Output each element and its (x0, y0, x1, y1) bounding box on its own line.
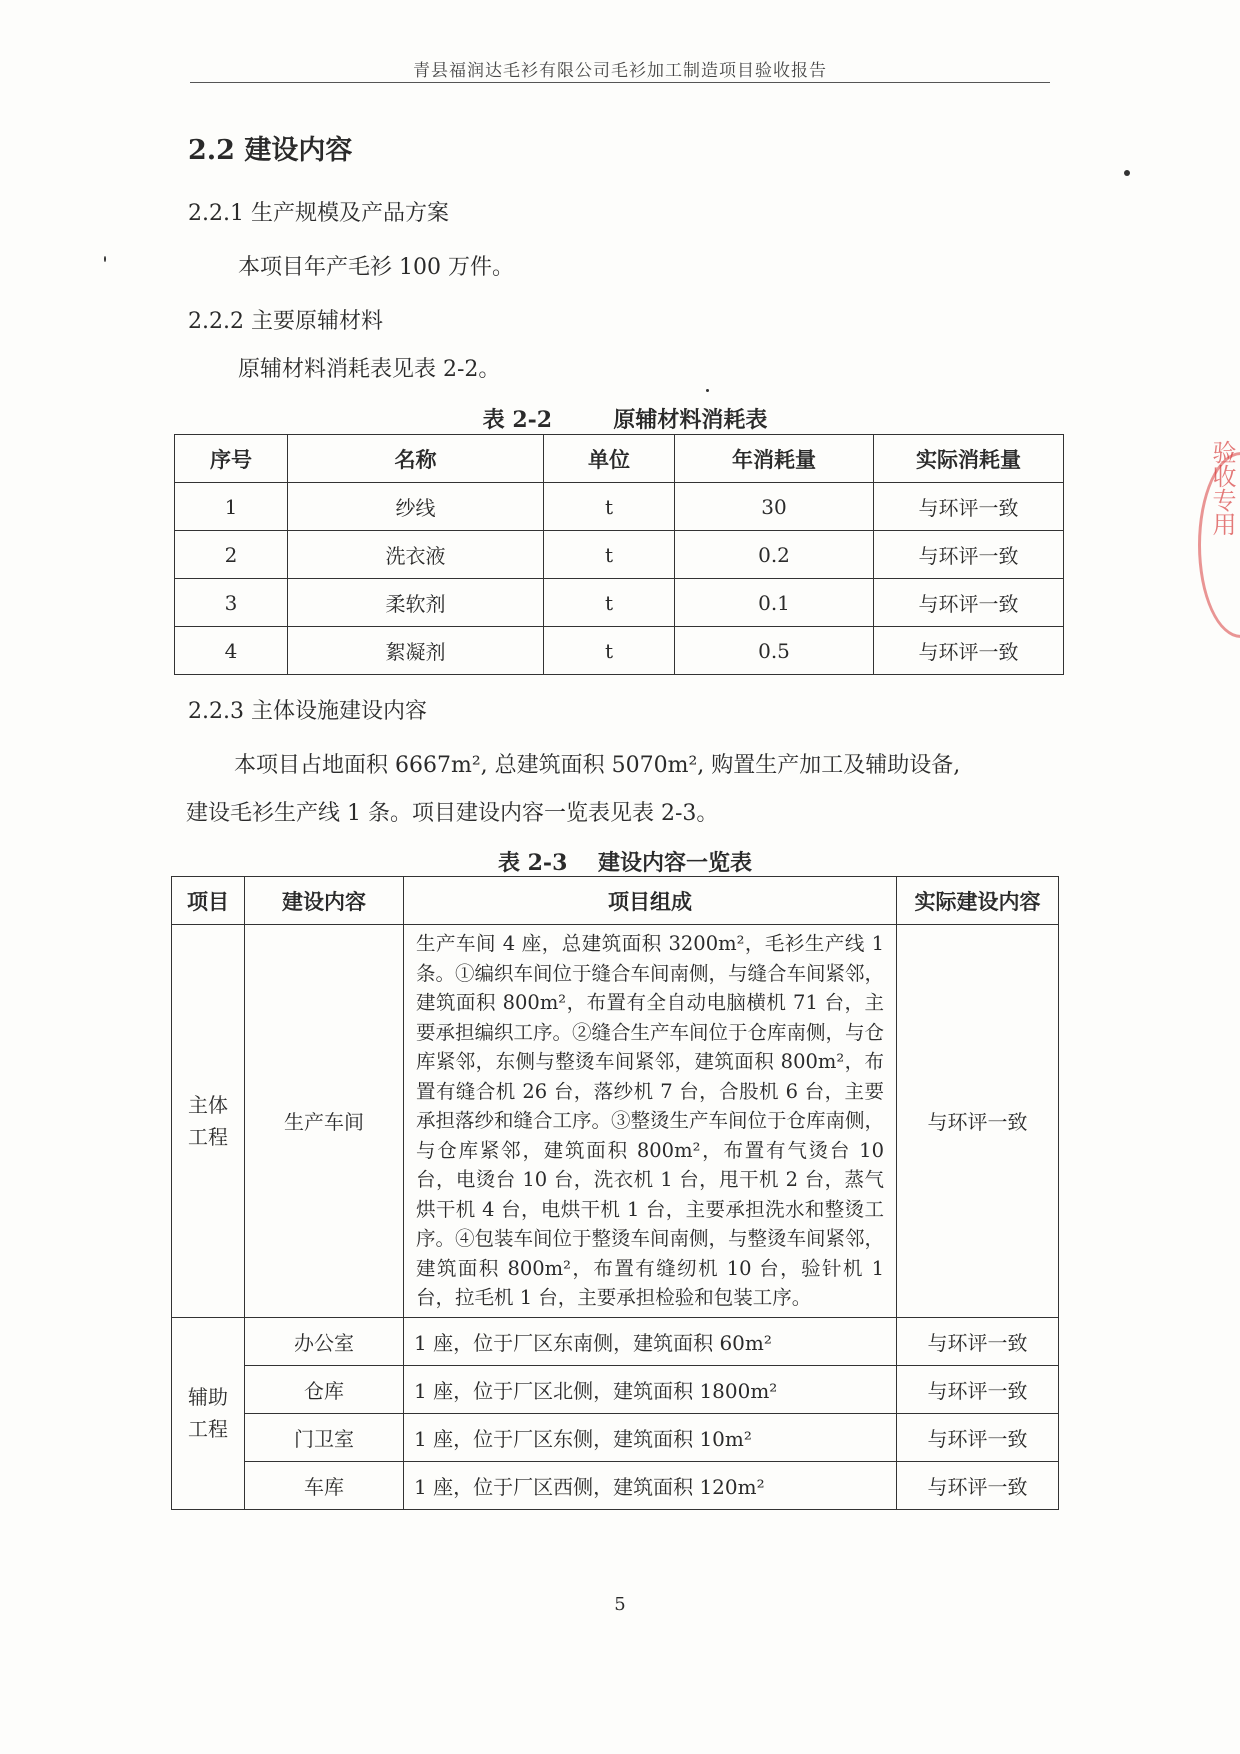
table-cell: 与环评一致 (874, 531, 1064, 579)
table-cell: 与环评一致 (874, 483, 1064, 531)
table-cell: 纱线 (288, 483, 544, 531)
table-cell: 1 座，位于厂区北侧，建筑面积 1800m² (404, 1365, 897, 1413)
scan-speck (706, 389, 709, 392)
table-cell: 1 座，位于厂区东侧，建筑面积 10m² (404, 1413, 897, 1461)
column-header: 项目组成 (404, 877, 897, 925)
table-cell: 仓库 (245, 1365, 404, 1413)
section-title: 2.2 建设内容 (188, 135, 353, 166)
paragraph-facilities-line1: 本项目占地面积 6667m², 总建筑面积 5070m², 购置生产加工及辅助设备, (234, 753, 961, 778)
column-header: 实际建设内容 (897, 877, 1059, 925)
table-row (175, 627, 1064, 675)
page-number: 5 (614, 1594, 626, 1615)
composition-cell: 生产车间 4 座，总建筑面积 3200m²，毛衫生产线 1 条。①编织车间位于缝合车间南侧，与缝合车间紧邻，建筑面积 800m²，布置有全自动电脑横机 71 台，主要承担编织工序。②缝合生产车间位于仓库南侧，与仓库紧邻，东侧与整烫车间紧邻，建筑面积 800m²，布置有缝合机 26 台，落纱机 7 台，合股机 6 台，主要承担落纱和缝合工序。③整烫生产车间位于仓库南侧，与仓库紧邻，建筑面积 800m²，布置有气烫台 10 台，电烫台 10 台，洗衣机 1 台，甩干机 2 台，蒸气烘干机 4 台，电烘干机 1 台，主要承担洗水和整烫工序。④包装车间位于整烫车间南侧，与整烫车间紧邻，建筑面积 800m²，布置有缝纫机 10 台，验针机 1 台，拉毛机 1 台，主要承担检验和包装工序。 (404, 925, 897, 1318)
table-cell: 1 (175, 483, 288, 531)
scan-speck (1124, 170, 1130, 176)
scan-speck (104, 256, 106, 262)
table-cell: 与环评一致 (874, 579, 1064, 627)
table-cell: 絮凝剂 (288, 627, 544, 675)
subsection-title-2-2-3: 2.2.3 主体设施建设内容 (188, 699, 427, 724)
table-cell: 洗衣液 (288, 531, 544, 579)
column-header: 建设内容 (245, 877, 404, 925)
category-cell: 辅助工程 (172, 1317, 245, 1509)
table-cell: 0.5 (675, 627, 874, 675)
table-cell: 与环评一致 (897, 1317, 1059, 1365)
table-row (172, 1365, 1059, 1413)
table-cell: t (544, 531, 675, 579)
column-header: 序号 (175, 435, 288, 483)
table-row (175, 579, 1064, 627)
table-cell: 30 (675, 483, 874, 531)
table-cell: 2 (175, 531, 288, 579)
table-cell: t (544, 579, 675, 627)
table-cell: 生产车间 (245, 925, 404, 1318)
header-rule (190, 82, 1050, 83)
table-row (175, 483, 1064, 531)
column-header: 单位 (544, 435, 675, 483)
table-cell: 0.1 (675, 579, 874, 627)
table-cell: 柔软剂 (288, 579, 544, 627)
table-cell: 3 (175, 579, 288, 627)
table-cell: 4 (175, 627, 288, 675)
column-header: 实际消耗量 (874, 435, 1064, 483)
table-2-3-caption: 表 2-3 建设内容一览表 (497, 850, 753, 876)
table-header-row (175, 435, 1064, 483)
category-cell: 主体工程 (172, 925, 245, 1318)
table-row (172, 1413, 1059, 1461)
table-row (172, 925, 1059, 1318)
table-cell: t (544, 483, 675, 531)
table-cell: 与环评一致 (897, 1365, 1059, 1413)
table-cell: 0.2 (675, 531, 874, 579)
subsection-title-2-2-1: 2.2.1 生产规模及产品方案 (188, 201, 449, 226)
table-2-2-caption: 表 2-2 原辅材料消耗表 (482, 407, 768, 433)
subsection-title-2-2-2: 2.2.2 主要原辅材料 (188, 309, 383, 334)
table-row (172, 1461, 1059, 1509)
table-cell: 车库 (245, 1461, 404, 1509)
table-row (175, 531, 1064, 579)
paragraph-production-scale: 本项目年产毛衫 100 万件。 (238, 255, 514, 280)
paragraph-materials: 原辅材料消耗表见表 2-2。 (238, 357, 501, 382)
column-header: 项目 (172, 877, 245, 925)
table-cell: t (544, 627, 675, 675)
table-cell: 与环评一致 (874, 627, 1064, 675)
column-header: 年消耗量 (675, 435, 874, 483)
construction-table (171, 876, 1059, 1510)
table-cell: 1 座，位于厂区东南侧，建筑面积 60m² (404, 1317, 897, 1365)
column-header: 名称 (288, 435, 544, 483)
table-row (172, 1317, 1059, 1365)
running-header: 青县福润达毛衫有限公司毛衫加工制造项目验收报告 (413, 61, 827, 81)
table-cell: 与环评一致 (897, 1413, 1059, 1461)
table-header-row (172, 877, 1059, 925)
table-cell: 办公室 (245, 1317, 404, 1365)
table-cell: 与环评一致 (897, 925, 1059, 1318)
paragraph-facilities-line2: 建设毛衫生产线 1 条。项目建设内容一览表见表 2-3。 (186, 801, 719, 826)
stamp: 验收专用 (1208, 440, 1236, 536)
table-cell: 1 座，位于厂区西侧，建筑面积 120m² (404, 1461, 897, 1509)
table-cell: 门卫室 (245, 1413, 404, 1461)
table-cell: 与环评一致 (897, 1461, 1059, 1509)
materials-table (174, 434, 1064, 675)
